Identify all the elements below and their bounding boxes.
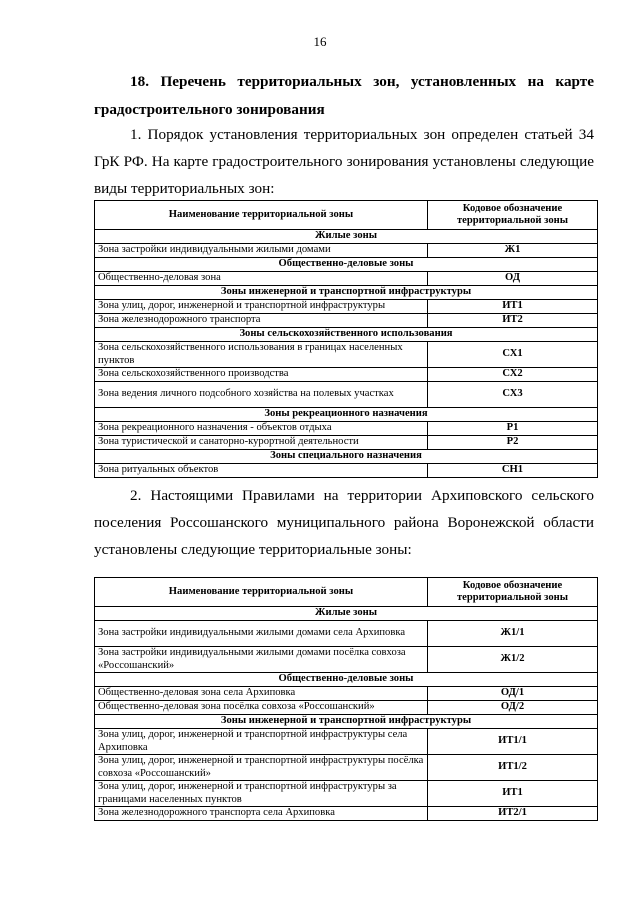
zone-name: Зона застройки индивидуальными жилыми домами села Архиповка — [95, 621, 428, 647]
zone-code: СХ1 — [428, 342, 598, 368]
table-row — [95, 729, 598, 755]
page-number: 16 — [313, 34, 327, 49]
table-row — [95, 244, 598, 258]
zone-name: Зона сельскохозяйственного производства — [95, 368, 428, 382]
table-row — [95, 368, 598, 382]
zone-code: Ж1 — [428, 244, 598, 258]
zone-category-row — [95, 286, 598, 300]
table-row — [95, 755, 598, 781]
table-row — [95, 621, 598, 647]
table-row — [95, 647, 598, 673]
zone-category: Зоны специального назначения — [95, 450, 598, 464]
zone-code: ИТ2 — [428, 314, 598, 328]
paragraph-2 — [94, 482, 594, 563]
zone-name: Зона железнодорожного транспорта — [95, 314, 428, 328]
zone-name: Зона туристической и санаторно-курортной деятельности — [95, 436, 428, 450]
table-row — [95, 701, 598, 715]
zone-category-row — [95, 715, 598, 729]
zone-name: Зона улиц, дорог, инженерной и транспортной инфраструктуры за границами населенных пунктов — [95, 781, 428, 807]
zones-table-general — [94, 200, 598, 478]
table-header-row — [95, 201, 598, 230]
paragraph-1-line-1: 1. Порядок установления территориальных зон определен статьей 34 — [130, 126, 594, 143]
zone-code: Р2 — [428, 436, 598, 450]
zone-code: ИТ1 — [428, 781, 598, 807]
table-row — [95, 342, 598, 368]
table-row — [95, 436, 598, 450]
zone-category-row — [95, 258, 598, 272]
paragraph-1-line-3: виды территориальных зон: — [94, 180, 275, 197]
table-row — [95, 464, 598, 478]
zone-category: Зоны сельскохозяйственного использования — [95, 328, 598, 342]
paragraph-2-line-3: установлены следующие территориальные зоны: — [94, 541, 412, 558]
zone-code: ОД/2 — [428, 701, 598, 715]
zone-code: ИТ1/1 — [428, 729, 598, 755]
zone-category-row — [95, 408, 598, 422]
header-zone-code: Кодовое обозначение территориальной зоны — [428, 201, 598, 230]
table-row — [95, 687, 598, 701]
zone-name: Зона ритуальных объектов — [95, 464, 428, 478]
zone-name: Зона железнодорожного транспорта села Архиповка — [95, 807, 428, 821]
zone-category: Жилые зоны — [95, 607, 598, 621]
zone-name: Общественно-деловая зона посёлка совхоза «Россошанский» — [95, 701, 428, 715]
zone-code: ИТ1/2 — [428, 755, 598, 781]
zone-category: Зоны рекреационного назначения — [95, 408, 598, 422]
zone-code: Р1 — [428, 422, 598, 436]
table-row — [95, 422, 598, 436]
zone-code: ОД — [428, 272, 598, 286]
header-zone-code: Кодовое обозначение территориальной зоны — [428, 578, 598, 607]
paragraph-1 — [94, 121, 594, 202]
zone-category: Зоны инженерной и транспортной инфраструктуры — [95, 286, 598, 300]
zone-code: ИТ1 — [428, 300, 598, 314]
table-row — [95, 314, 598, 328]
zone-name: Зона улиц, дорог, инженерной и транспортной инфраструктуры — [95, 300, 428, 314]
zone-category: Зоны инженерной и транспортной инфраструктуры — [95, 715, 598, 729]
zone-code: Ж1/1 — [428, 621, 598, 647]
header-zone-name: Наименование территориальной зоны — [95, 201, 428, 230]
zone-category: Жилые зоны — [95, 230, 598, 244]
zone-name: Зона улиц, дорог, инженерной и транспортной инфраструктуры села Архиповка — [95, 729, 428, 755]
heading-line-1: 18. Перечень территориальных зон, установленных на карте — [130, 73, 594, 90]
zone-category-row — [95, 230, 598, 244]
zones-table-body — [95, 578, 598, 821]
zone-name: Зона сельскохозяйственного использования в границах населенных пунктов — [95, 342, 428, 368]
zone-code: СН1 — [428, 464, 598, 478]
zone-code: ИТ2/1 — [428, 807, 598, 821]
table-header-row — [95, 578, 598, 607]
zone-name: Зона застройки индивидуальными жилыми домами — [95, 244, 428, 258]
heading-line-2: градостроительного зонирования — [94, 101, 325, 118]
zone-code: СХ2 — [428, 368, 598, 382]
zone-category: Общественно-деловые зоны — [95, 673, 598, 687]
zone-code: ОД/1 — [428, 687, 598, 701]
paragraph-2-line-1: 2. Настоящими Правилами на территории Архиповского сельского — [130, 487, 594, 504]
section-heading — [94, 68, 594, 124]
zone-category-row — [95, 328, 598, 342]
paragraph-2-line-2: поселения Россошанского муниципального района Воронежской области — [94, 514, 594, 531]
table-row — [95, 807, 598, 821]
zone-name: Зона рекреационного назначения - объектов отдыха — [95, 422, 428, 436]
paragraph-1-line-2: ГрК РФ. На карте градостроительного зонирования установлены следующие — [94, 153, 594, 170]
table-row — [95, 272, 598, 286]
header-zone-name: Наименование территориальной зоны — [95, 578, 428, 607]
zones-table-body — [95, 201, 598, 478]
zones-table-archipovskoe — [94, 577, 598, 821]
table-row — [95, 781, 598, 807]
table-row — [95, 382, 598, 408]
zone-name: Общественно-деловая зона села Архиповка — [95, 687, 428, 701]
zone-name: Зона улиц, дорог, инженерной и транспортной инфраструктуры посёлка совхоза «Россошанский» — [95, 755, 428, 781]
zone-name: Зона застройки индивидуальными жилыми домами посёлка совхоза «Россошанский» — [95, 647, 428, 673]
zone-name: Общественно-деловая зона — [95, 272, 428, 286]
zone-code: Ж1/2 — [428, 647, 598, 673]
zone-category-row — [95, 450, 598, 464]
zone-category-row — [95, 673, 598, 687]
table-row — [95, 300, 598, 314]
zone-name: Зона ведения личного подсобного хозяйства на полевых участках — [95, 382, 428, 408]
zone-category-row — [95, 607, 598, 621]
zone-code: СХ3 — [428, 382, 598, 408]
zone-category: Общественно-деловые зоны — [95, 258, 598, 272]
